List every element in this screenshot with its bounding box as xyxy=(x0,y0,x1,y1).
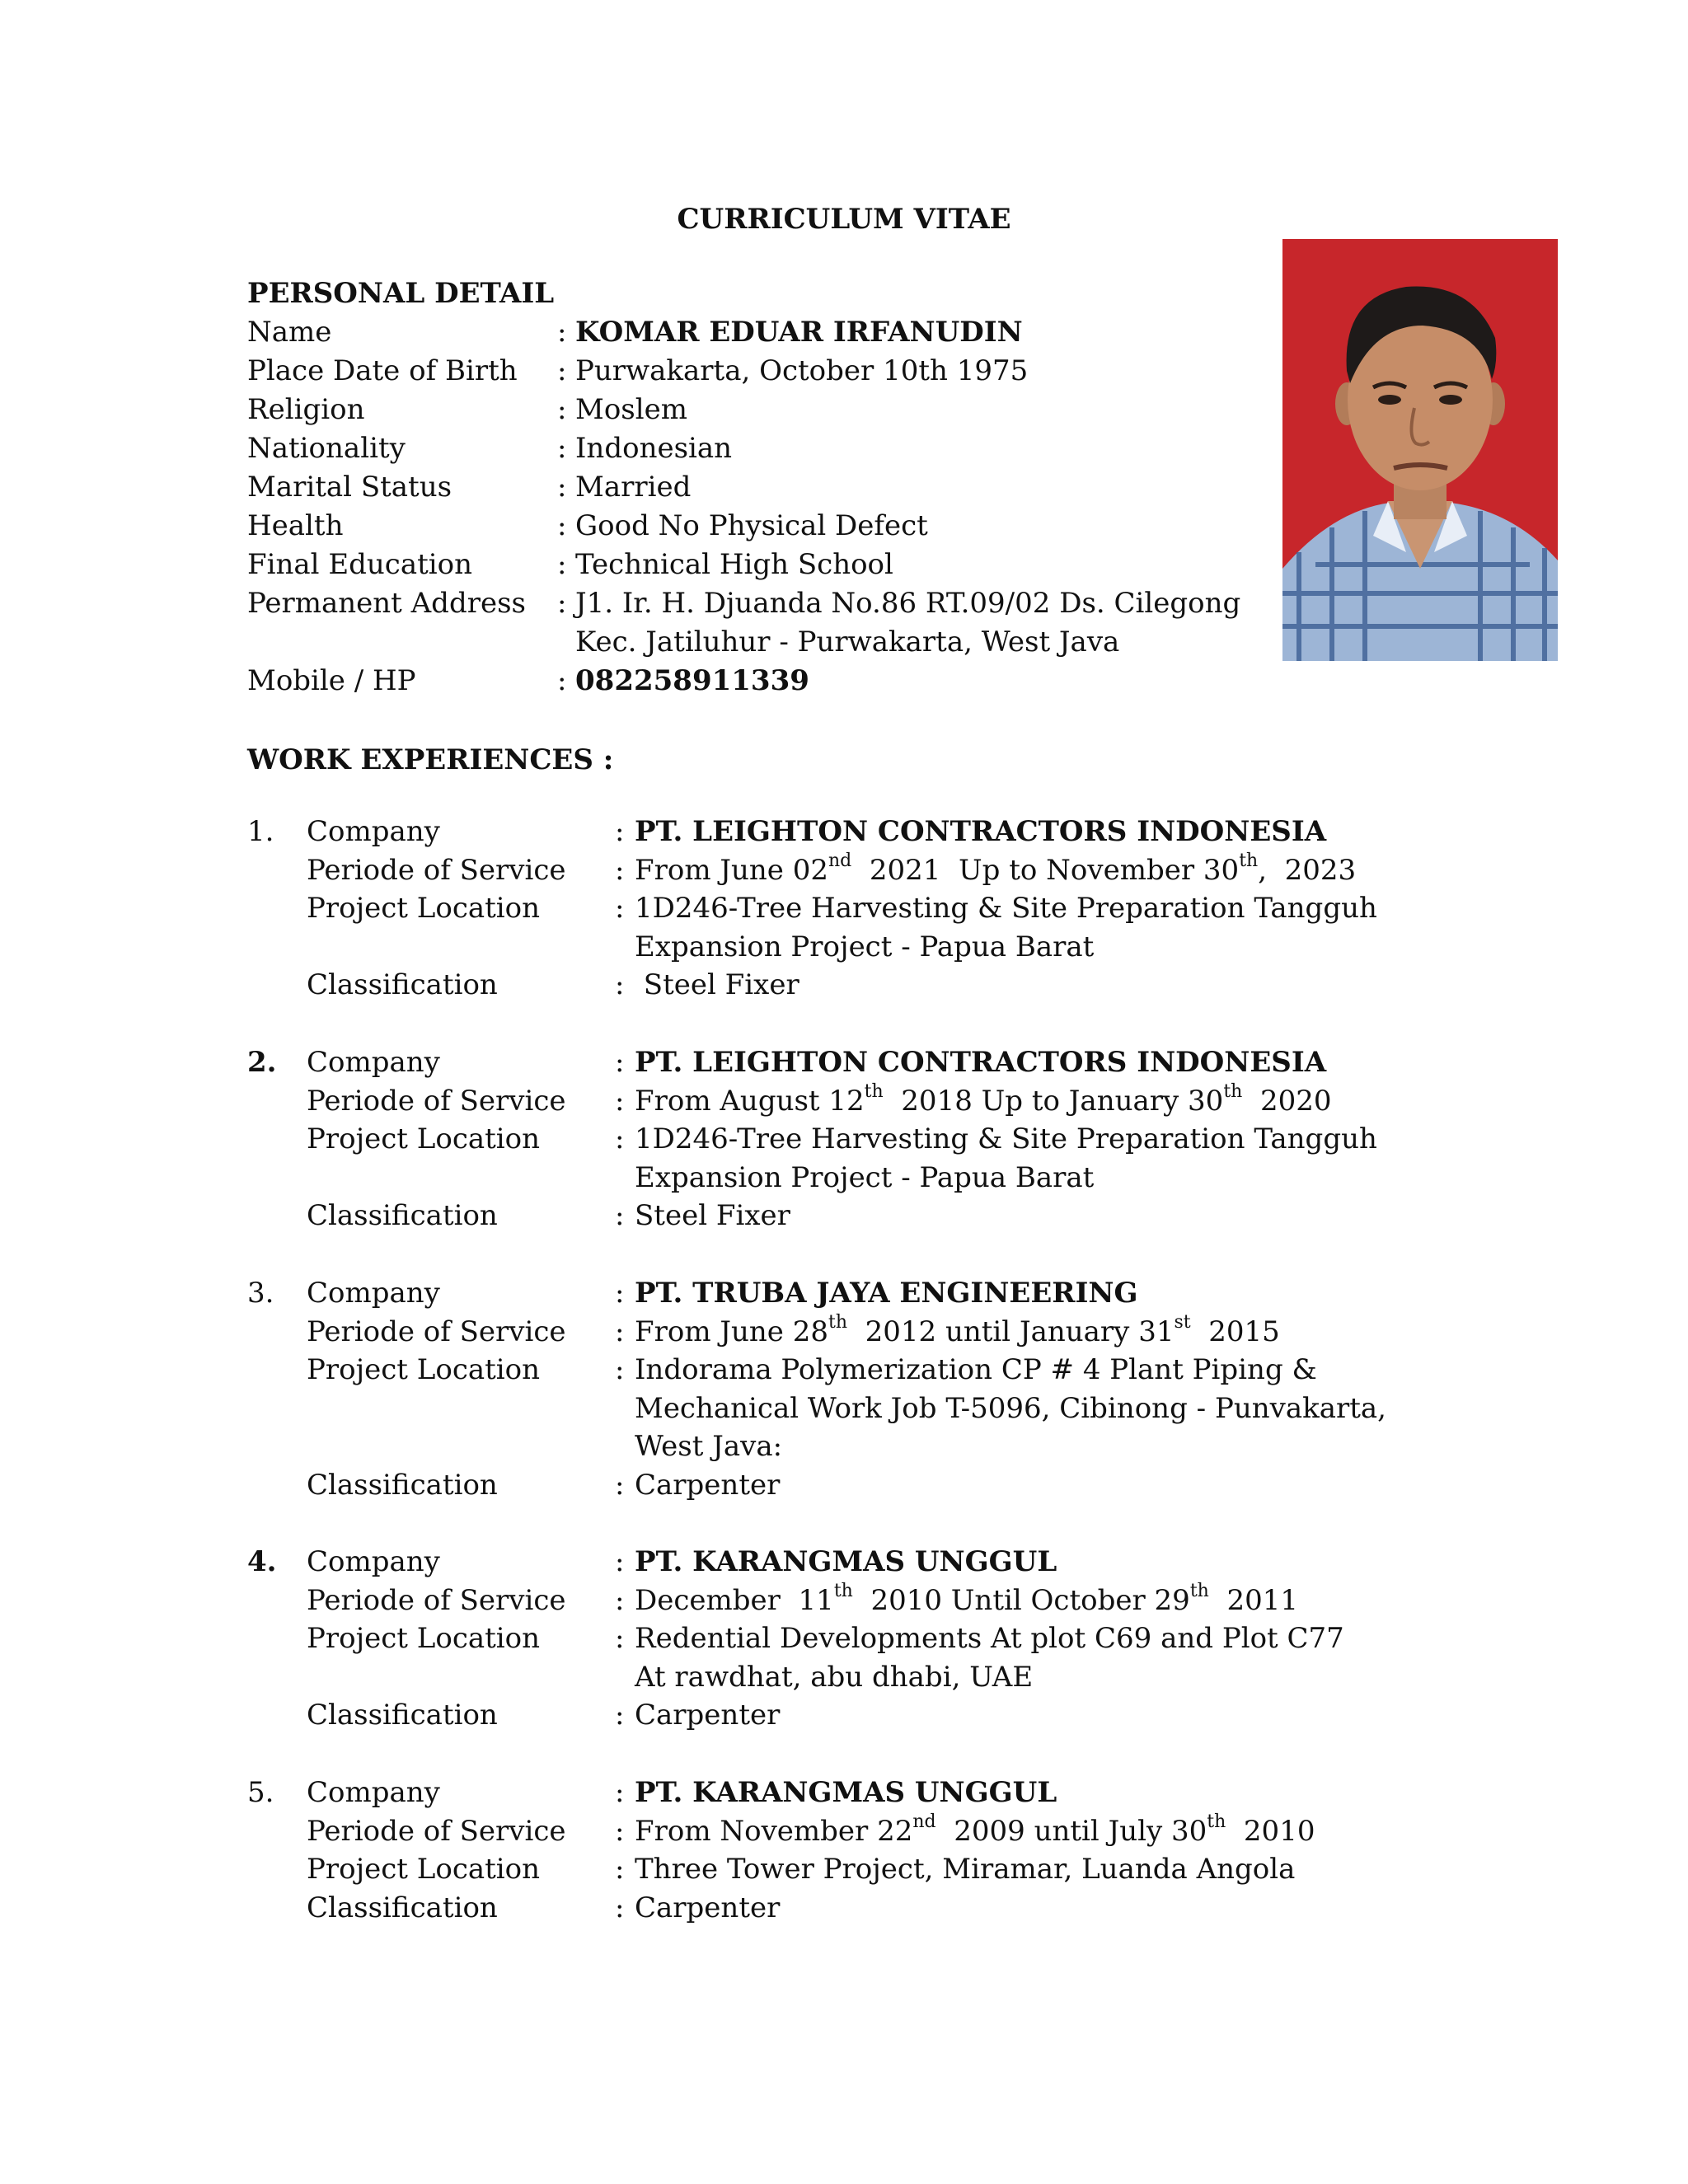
personal-value: J1. Ir. H. Djuanda No.86 RT.09/02 Ds. Cilegong xyxy=(575,587,1241,620)
colon-separator: : xyxy=(615,1315,625,1348)
job-line xyxy=(247,966,1566,1005)
job-line xyxy=(247,1313,1566,1352)
service-period xyxy=(635,1313,1280,1352)
personal-label: Mobile / HP xyxy=(247,664,416,697)
job-label-period: Periode of Service xyxy=(307,1815,566,1848)
ordinal-suffix: st xyxy=(1174,1311,1191,1333)
colon-separator: : xyxy=(615,968,625,1001)
job-line xyxy=(247,1774,1566,1812)
ordinal-suffix: th xyxy=(1223,1080,1243,1102)
ordinal-suffix: nd xyxy=(828,850,852,871)
personal-value: Indonesian xyxy=(575,432,733,465)
company-name: PT. LEIGHTON CONTRACTORS INDONESIA xyxy=(635,1046,1327,1079)
job-label-company: Company xyxy=(307,1776,440,1809)
project-location-line: Redential Developments At plot C69 and Plot C77 xyxy=(635,1622,1344,1655)
personal-value: 082258911339 xyxy=(575,664,809,697)
job-label-classification: Classification xyxy=(307,1469,498,1502)
job-line xyxy=(247,1696,1566,1735)
service-period xyxy=(635,1082,1331,1121)
ordinal-suffix: th xyxy=(833,1580,853,1601)
job-label-company: Company xyxy=(307,1277,440,1310)
personal-label: Place Date of Birth xyxy=(247,354,518,387)
period-text: From November 22 xyxy=(635,1815,913,1848)
project-location-line: Mechanical Work Job T-5096, Cibinong - Punvakarta, xyxy=(635,1392,1386,1425)
classification-value: Steel Fixer xyxy=(635,968,799,1001)
job-label-location: Project Location xyxy=(307,1353,541,1386)
work-experiences-heading: WORK EXPERIENCES : xyxy=(247,743,614,776)
job-line xyxy=(247,1543,1566,1582)
colon-separator: : xyxy=(615,1085,625,1118)
colon-separator: : xyxy=(615,815,625,848)
job-label-classification: Classification xyxy=(307,968,498,1001)
service-period xyxy=(635,851,1356,890)
job-label-classification: Classification xyxy=(307,1891,498,1924)
colon-separator: : xyxy=(557,471,567,504)
job-line xyxy=(247,1427,1566,1466)
company-name: PT. LEIGHTON CONTRACTORS INDONESIA xyxy=(635,815,1327,848)
service-period xyxy=(635,1812,1315,1851)
job-label-period: Periode of Service xyxy=(307,1584,566,1617)
project-location-line: Indorama Polymerization CP # 4 Plant Piping & xyxy=(635,1353,1317,1386)
job-label-company: Company xyxy=(307,815,440,848)
period-text: 2010 xyxy=(1226,1815,1315,1848)
ordinal-suffix: th xyxy=(1189,1580,1209,1601)
job-label-period: Periode of Service xyxy=(307,1085,566,1118)
project-location-line: 1D246-Tree Harvesting & Site Preparation Tangguh xyxy=(635,1122,1377,1155)
job-number: 4. xyxy=(247,1545,277,1578)
job-label-company: Company xyxy=(307,1046,440,1079)
personal-label: Religion xyxy=(247,393,365,426)
job-number: 1. xyxy=(247,815,274,848)
job-label-period: Periode of Service xyxy=(307,1315,566,1348)
colon-separator: : xyxy=(615,1122,625,1155)
colon-separator: : xyxy=(557,509,567,542)
job-line xyxy=(247,1159,1566,1197)
job-label-location: Project Location xyxy=(307,892,541,925)
job-number: 5. xyxy=(247,1776,274,1809)
colon-separator: : xyxy=(615,1622,625,1655)
job-line xyxy=(247,1812,1566,1851)
profile-photo xyxy=(1282,239,1558,661)
job-line xyxy=(247,1390,1566,1428)
job-label-company: Company xyxy=(307,1545,440,1578)
job-label-location: Project Location xyxy=(307,1122,541,1155)
personal-label: Name xyxy=(247,316,332,349)
personal-detail-heading: PERSONAL DETAIL xyxy=(247,277,555,310)
personal-value: Married xyxy=(575,471,692,504)
period-text: From August 12 xyxy=(635,1085,865,1118)
colon-separator: : xyxy=(557,664,567,697)
job-line xyxy=(247,1658,1566,1697)
personal-value: Purwakarta, October 10th 1975 xyxy=(575,354,1029,387)
job-number: 3. xyxy=(247,1277,274,1310)
job-line xyxy=(247,1850,1566,1889)
personal-label: Nationality xyxy=(247,432,406,465)
job-line xyxy=(247,1043,1566,1082)
period-text: 2018 Up to January 30 xyxy=(883,1085,1224,1118)
period-text: 2010 Until October 29 xyxy=(852,1584,1190,1617)
colon-separator: : xyxy=(557,587,567,620)
colon-separator: : xyxy=(557,354,567,387)
colon-separator: : xyxy=(615,854,625,887)
period-text: , 2023 xyxy=(1258,854,1357,887)
job-line xyxy=(247,1889,1566,1928)
classification-value: Carpenter xyxy=(635,1469,781,1502)
period-text: 2021 Up to November 30 xyxy=(851,854,1240,887)
company-name: PT. KARANGMAS UNGGUL xyxy=(635,1776,1057,1809)
ordinal-suffix: th xyxy=(1207,1811,1226,1832)
project-location-line: Three Tower Project, Miramar, Luanda Angola xyxy=(635,1853,1296,1886)
colon-separator: : xyxy=(615,1584,625,1617)
classification-value: Carpenter xyxy=(635,1891,781,1924)
colon-separator: : xyxy=(615,1815,625,1848)
colon-separator: : xyxy=(615,1046,625,1079)
period-text: From June 02 xyxy=(635,854,828,887)
classification-value: Carpenter xyxy=(635,1699,781,1732)
job-label-location: Project Location xyxy=(307,1853,541,1886)
project-location-line: Expansion Project - Papua Barat xyxy=(635,930,1095,963)
period-text: 2009 until July 30 xyxy=(935,1815,1207,1848)
project-location-line: 1D246-Tree Harvesting & Site Preparation Tangguh xyxy=(635,892,1377,925)
job-line xyxy=(247,1582,1566,1620)
colon-separator: : xyxy=(615,1277,625,1310)
project-location-line: At rawdhat, abu dhabi, UAE xyxy=(635,1661,1034,1694)
colon-separator: : xyxy=(557,432,567,465)
personal-label: Marital Status xyxy=(247,471,452,504)
period-text: December 11 xyxy=(635,1584,834,1617)
job-label-classification: Classification xyxy=(307,1199,498,1232)
period-text: 2012 until January 31 xyxy=(847,1315,1175,1348)
period-text: 2011 xyxy=(1208,1584,1298,1617)
colon-separator: : xyxy=(557,548,567,581)
person-portrait-icon xyxy=(1282,239,1558,661)
personal-value: Good No Physical Defect xyxy=(575,509,928,542)
colon-separator: : xyxy=(557,316,567,349)
colon-separator: : xyxy=(615,1699,625,1732)
job-line xyxy=(247,889,1566,928)
job-number: 2. xyxy=(247,1046,277,1079)
colon-separator: : xyxy=(615,1353,625,1386)
colon-separator: : xyxy=(615,1891,625,1924)
ordinal-suffix: th xyxy=(1239,850,1259,871)
job-label-period: Periode of Service xyxy=(307,854,566,887)
job-line xyxy=(247,1082,1566,1121)
job-label-location: Project Location xyxy=(307,1622,541,1655)
personal-label: Final Education xyxy=(247,548,473,581)
personal-value: Moslem xyxy=(575,393,687,426)
colon-separator: : xyxy=(615,1199,625,1232)
colon-separator: : xyxy=(615,1469,625,1502)
ordinal-suffix: th xyxy=(828,1311,847,1333)
company-name: PT. KARANGMAS UNGGUL xyxy=(635,1545,1057,1578)
job-line xyxy=(247,928,1566,967)
job-line xyxy=(247,1197,1566,1235)
period-text: 2015 xyxy=(1190,1315,1280,1348)
ordinal-suffix: th xyxy=(864,1080,884,1102)
personal-value: Technical High School xyxy=(575,548,893,581)
service-period xyxy=(635,1582,1298,1620)
job-line xyxy=(247,1351,1566,1390)
colon-separator: : xyxy=(615,1776,625,1809)
job-line xyxy=(247,1274,1566,1313)
job-line xyxy=(247,1619,1566,1658)
job-line xyxy=(247,1466,1566,1505)
ordinal-suffix: nd xyxy=(912,1811,936,1832)
job-label-classification: Classification xyxy=(307,1699,498,1732)
period-text: 2020 xyxy=(1242,1085,1332,1118)
job-line xyxy=(247,813,1566,851)
company-name: PT. TRUBA JAYA ENGINEERING xyxy=(635,1277,1138,1310)
job-line xyxy=(247,1120,1566,1159)
project-location-line: Expansion Project - Papua Barat xyxy=(635,1161,1095,1194)
colon-separator: : xyxy=(615,892,625,925)
classification-value: Steel Fixer xyxy=(635,1199,790,1232)
personal-label: Permanent Address xyxy=(247,587,526,620)
colon-separator: : xyxy=(557,393,567,426)
personal-value: Kec. Jatiluhur - Purwakarta, West Java xyxy=(575,626,1120,658)
job-line xyxy=(247,851,1566,890)
document-title: CURRICULUM VITAE xyxy=(677,203,1011,236)
project-location-line: West Java: xyxy=(635,1430,783,1463)
colon-separator: : xyxy=(615,1545,625,1578)
personal-label: Health xyxy=(247,509,344,542)
period-text: From June 28 xyxy=(635,1315,828,1348)
colon-separator: : xyxy=(615,1853,625,1886)
personal-value: KOMAR EDUAR IRFANUDIN xyxy=(575,316,1023,349)
